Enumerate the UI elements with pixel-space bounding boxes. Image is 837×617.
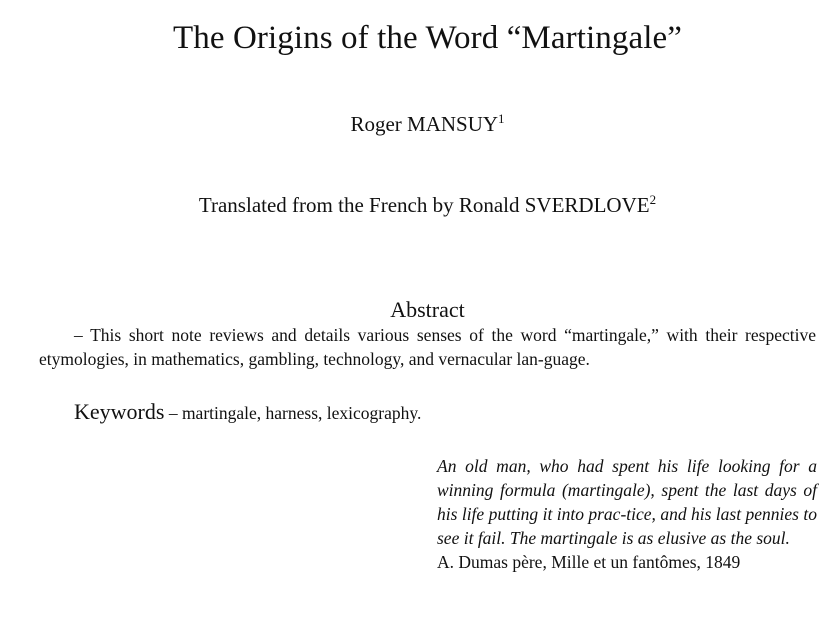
keywords-line xyxy=(74,398,816,427)
translator-line xyxy=(0,191,837,219)
paper-title: The Origins of the Word “Martingale” xyxy=(173,20,682,56)
keywords-label: Keywords xyxy=(74,399,165,424)
author-line xyxy=(0,110,837,138)
author-footnote-mark: 1 xyxy=(498,111,505,126)
keywords-text: – martingale, harness, lexicography. xyxy=(164,403,422,423)
epigraph xyxy=(437,454,817,574)
author-name: Roger MANSUY xyxy=(350,112,499,136)
abstract-body xyxy=(39,323,816,371)
epigraph-source: A. Dumas père, Mille et un fantômes, 1849 xyxy=(437,552,741,572)
translator-text: Translated from the French by Ronald SVERDLOVE xyxy=(198,193,650,217)
translator-footnote-mark: 2 xyxy=(649,192,657,207)
abstract-heading: Abstract xyxy=(390,297,465,322)
abstract-text: – This short note reviews and details various senses of the word “martingale,” with their respective etymologies, in mathematics, gambling, technology, and vernacular lan-guage. xyxy=(39,325,816,369)
epigraph-quote: An old man, who had spent his life looking for a winning formula (martingale), spent the last days of his life putting it into prac-tice, and his last pennies to see it fail. The martingale is as elusive as the soul. xyxy=(437,456,817,548)
